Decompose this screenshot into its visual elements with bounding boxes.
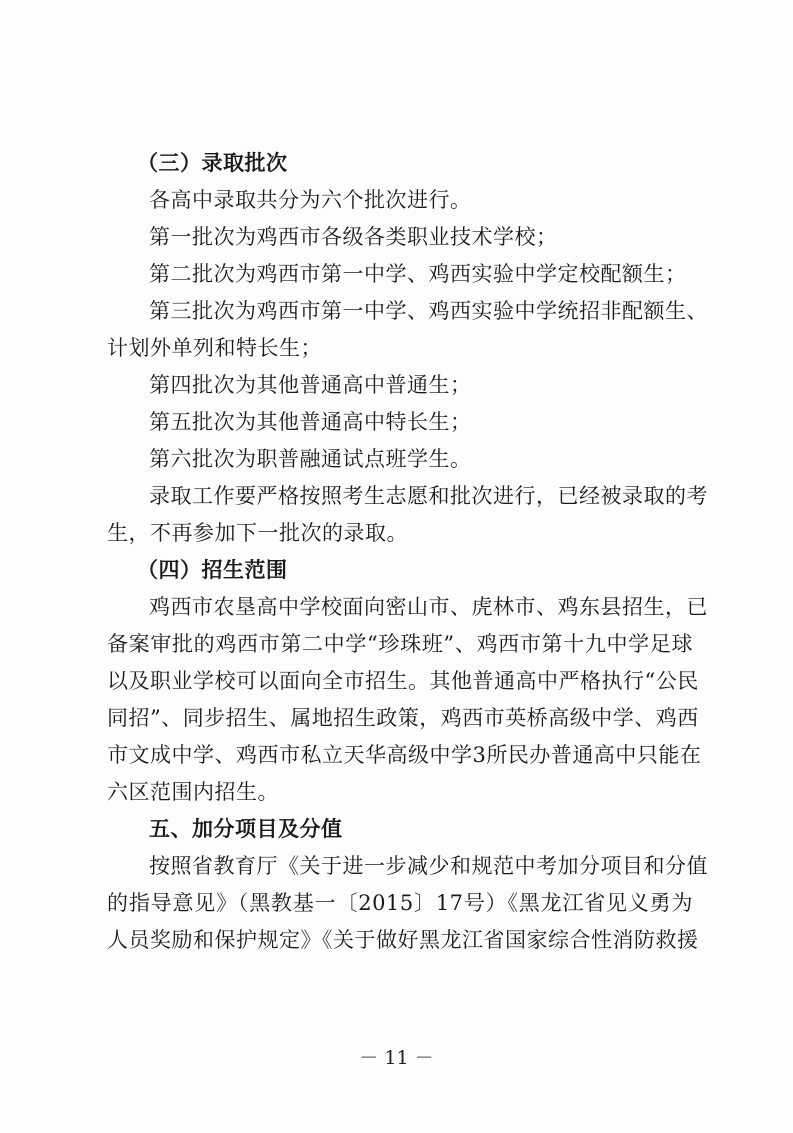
paragraph-batch-1: 第一批次为鸡西市各级各类职业技术学校； <box>149 225 558 249</box>
section-heading-enrollment-scope: （四）招生范围 <box>137 558 288 582</box>
paragraph-scope-line: 市文成中学、鸡西市私立天华高级中学3所民办普通高中只能在 <box>107 743 702 767</box>
paragraph-scope-line: 六区范围内招生。 <box>107 780 279 804</box>
section-heading-bonus-points: 五、加分项目及分值 <box>149 817 343 841</box>
paragraph-admission-rule-line-2: 生，不再参加下一批次的录取。 <box>107 521 408 545</box>
paragraph-batch-5: 第五批次为其他普通高中特长生； <box>149 410 472 434</box>
paragraph-scope-line: 鸡西市农垦高中学校面向密山市、虎林市、鸡东县招生，已 <box>149 595 708 619</box>
paragraph-admission-rule-line-1: 录取工作要严格按照考生志愿和批次进行，已经被录取的考 <box>149 484 708 508</box>
paragraph-batch-3-line-2: 计划外单列和特长生； <box>107 336 322 360</box>
section-heading-admission-batches: （三）录取批次 <box>137 151 288 175</box>
document-body <box>107 145 708 959</box>
paragraph-scope-line: 以及职业学校可以面向全市招生。其他普通高中严格执行“公民 <box>107 669 699 693</box>
paragraph-batch-2: 第二批次为鸡西市第一中学、鸡西实验中学定校配额生； <box>149 262 687 286</box>
paragraph-batch-3-line-1: 第三批次为鸡西市第一中学、鸡西实验中学统招非配额生、 <box>149 299 708 323</box>
paragraph-scope-line: 备案审批的鸡西市第二中学“珍珠班”、鸡西市第十九中学足球 <box>107 632 693 656</box>
paragraph-bonus-line: 的指导意见》（黑教基一〔2015〕17号）《黑龙江省见义勇为 <box>107 891 693 915</box>
paragraph-batch-4: 第四批次为其他普通高中普通生； <box>149 373 472 397</box>
paragraph-batches-intro: 各高中录取共分为六个批次进行。 <box>149 188 472 212</box>
paragraph-scope-line: 同招”、同步招生、属地招生政策，鸡西市英桥高级中学、鸡西 <box>107 706 699 730</box>
paragraph-bonus-line: 人员奖励和保护规定》《关于做好黑龙江省国家综合性消防救援 <box>107 928 699 952</box>
paragraph-batch-6: 第六批次为职普融通试点班学生。 <box>149 447 472 471</box>
paragraph-bonus-line: 按照省教育厅《关于进一步减少和规范中考加分项目和分值 <box>149 854 708 878</box>
page-number: － 11 － <box>359 1047 434 1069</box>
